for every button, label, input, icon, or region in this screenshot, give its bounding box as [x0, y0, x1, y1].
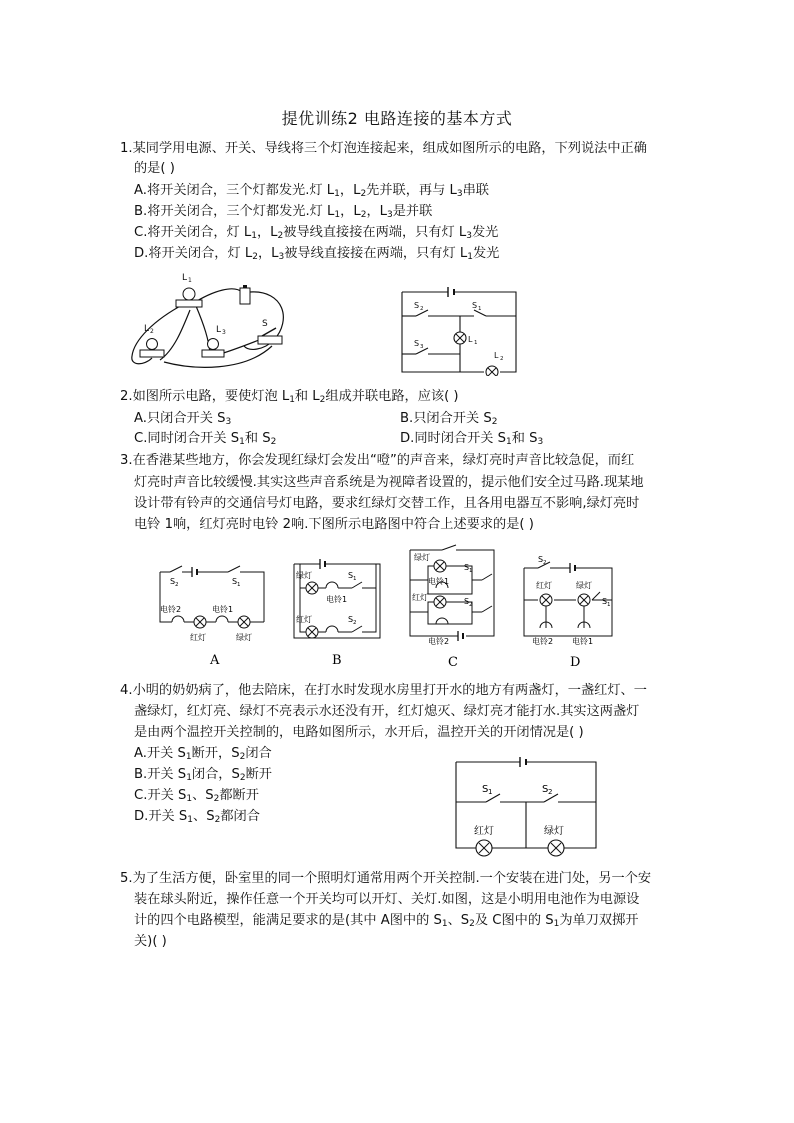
q3-stem-line4: 电铃 1响，红灯亮时电铃 2响.下图所示电路图中符合上述要求的是( )	[134, 517, 534, 532]
svg-text:电铃2: 电铃2	[160, 605, 182, 614]
svg-text:S: S	[464, 597, 470, 606]
svg-text:1: 1	[488, 788, 493, 796]
q2-circuit-figure	[396, 282, 522, 376]
svg-text:绿灯: 绿灯	[296, 571, 312, 580]
svg-text:红灯: 红灯	[474, 826, 494, 837]
q3-figure-a	[156, 560, 268, 670]
q1-stem-line2: 的是( )	[134, 161, 175, 176]
q3-stem-line3: 设计带有铃声的交通信号灯电路，要求红绿灯交替工作，且各用电器互不影响,绿灯亮时	[134, 496, 640, 511]
q4-option-a: A.开关 $S_1$断开，$S_2$闭合	[134, 746, 272, 762]
svg-text:1: 1	[474, 340, 478, 346]
lamp-l2-symbol	[486, 366, 498, 376]
svg-text:S: S	[262, 319, 268, 329]
svg-text:S: S	[538, 555, 544, 564]
svg-text:1: 1	[188, 277, 192, 284]
q1-option-c: C.将开关闭合，灯 $L_1$，$L_2$被导线直接接在两端，只有灯 $L_3$发光	[134, 225, 499, 241]
svg-text:S: S	[232, 577, 238, 586]
svg-text:2: 2	[469, 602, 473, 608]
q5-stem-line2: 装在球头附近，操作任意一个开关均可以开灯、关灯.如图，这是小明用电池作为电源设	[134, 892, 640, 907]
svg-text:2: 2	[500, 356, 504, 362]
svg-text:红灯: 红灯	[296, 615, 312, 624]
svg-text:红灯: 红灯	[412, 593, 428, 602]
svg-text:1: 1	[237, 582, 241, 588]
switch-s-icon	[258, 319, 282, 344]
q2-option-d: D.同时闭合开关 $S_1$和 $S_3$	[400, 431, 544, 447]
svg-text:S: S	[414, 301, 420, 310]
svg-text:电铃2: 电铃2	[532, 637, 554, 646]
svg-text:S: S	[602, 597, 608, 606]
q1-stem-line1: 1.某同学用电源、开关、导线将三个灯泡连接起来，组成如图所示的电路，下列说法中正确	[120, 141, 647, 156]
svg-text:2: 2	[150, 328, 154, 335]
svg-text:1: 1	[469, 568, 473, 574]
bell2-icon	[172, 616, 184, 622]
battery-icon	[240, 285, 250, 304]
q4-stem-line3: 是由两个温控开关控制的，电路如图所示，水开后，温控开关的开闭情况是( )	[134, 725, 584, 740]
svg-text:绿灯: 绿灯	[236, 633, 252, 642]
svg-text:1: 1	[478, 306, 482, 312]
red-lamp-icon	[194, 616, 206, 628]
svg-text:绿灯: 绿灯	[576, 581, 592, 590]
q1-option-a: A.将开关闭合，三个灯都发光.灯 $L_1$，$L_2$先并联，再与 $L_3$串联	[134, 183, 489, 199]
svg-text:电铃1: 电铃1	[428, 577, 450, 586]
svg-text:红灯: 红灯	[190, 633, 206, 642]
q2-option-b: B.只闭合开关 $S_2$	[400, 411, 498, 427]
svg-text:绿灯: 绿灯	[414, 553, 430, 562]
lamp-l1-symbol	[454, 332, 466, 344]
q5-stem-line4: 关)( )	[134, 934, 167, 949]
q3-figure-c	[406, 544, 498, 670]
q4-stem-line1: 4.小明的奶奶病了，他去陪床，在打水时发现水房里打开水的地方有两盏灯，一盏红灯、一	[120, 683, 647, 698]
q1-option-d: D.将开关闭合，灯 $L_2$，$L_3$被导线直接接在两端，只有灯 $L_1$发光	[134, 246, 500, 262]
lamp-l1-icon	[176, 273, 202, 307]
svg-text:2: 2	[353, 620, 357, 626]
lamp-l2-icon	[140, 324, 164, 357]
svg-text:3: 3	[222, 329, 226, 336]
svg-text:S: S	[348, 615, 354, 624]
bell1-icon	[216, 616, 228, 622]
svg-text:L: L	[182, 273, 188, 283]
q1-option-b: B.将开关闭合，三个灯都发光.灯 $L_1$，$L_2$，$L_3$是并联	[134, 204, 433, 220]
svg-text:电铃1: 电铃1	[326, 595, 348, 604]
svg-text:S: S	[170, 577, 176, 586]
q4-stem-line2: 盏绿灯，红灯亮、绿灯不亮表示水还没有开，红灯熄灭、绿灯亮才能打水.其实这两盏灯	[134, 704, 640, 719]
svg-text:A: A	[210, 653, 220, 668]
svg-text:S: S	[472, 301, 478, 310]
svg-text:S: S	[542, 784, 549, 795]
svg-text:S: S	[348, 571, 354, 580]
svg-text:2: 2	[543, 560, 547, 566]
svg-text:S: S	[464, 563, 470, 572]
svg-text:2: 2	[420, 306, 424, 312]
svg-text:D: D	[570, 655, 581, 670]
svg-text:2: 2	[548, 788, 553, 796]
q2-stem: 2.如图所示电路，要使灯泡 $L_1$和 $L_2$组成并联电路，应该( )	[120, 389, 459, 405]
svg-text:S: S	[414, 339, 420, 348]
q4-option-c: C.开关 $S_1$、$S_2$都断开	[134, 788, 259, 804]
svg-text:1: 1	[607, 602, 611, 608]
q4-option-b: B.开关 $S_1$闭合，$S_2$断开	[134, 767, 272, 783]
svg-text:绿灯: 绿灯	[544, 826, 564, 837]
svg-text:L: L	[468, 335, 473, 344]
q2-option-a: A.只闭合开关 $S_3$	[134, 411, 232, 427]
svg-text:电铃1: 电铃1	[572, 637, 594, 646]
svg-text:1: 1	[353, 576, 357, 582]
page-title: 提优训练2 电路连接的基本方式	[281, 109, 513, 128]
svg-text:S: S	[482, 784, 489, 795]
q5-stem-line1: 5.为了生活方便，卧室里的同一个照明灯通常用两个开关控制.一个安装在进门处，另一个安	[120, 871, 652, 886]
svg-text:B: B	[332, 653, 342, 668]
svg-text:L: L	[216, 325, 222, 335]
q4-option-d: D.开关 $S_1$、$S_2$都闭合	[134, 809, 260, 825]
svg-text:L: L	[494, 351, 499, 360]
svg-text:2: 2	[175, 582, 179, 588]
svg-text:电铃2: 电铃2	[428, 637, 450, 646]
svg-text:3: 3	[420, 344, 424, 350]
q3-stem-line1: 3.在香港某些地方，你会发现红绿灯会发出“噔”的声音来，绿灯亮时声音比较急促，而红	[120, 453, 635, 468]
q3-figure-b	[290, 558, 386, 670]
lamp-l3-icon	[202, 325, 226, 357]
svg-text:L: L	[144, 324, 150, 334]
q3-figure-d	[518, 554, 618, 670]
q2-option-c: C.同时闭合开关 $S_1$和 $S_2$	[134, 431, 277, 447]
svg-text:C: C	[448, 655, 458, 670]
q4-circuit-figure	[452, 754, 602, 860]
green-lamp-icon	[238, 616, 250, 628]
q5-stem-line3: 计的四个电路模型，能满足要求的是(其中 A图中的 $S_1$、$S_2$及 C图中的 $S_1$为单刀双掷开	[134, 913, 639, 929]
q3-stem-line2: 灯亮时声音比较缓慢.其实这些声音系统是为视障者设置的，提示他们安全过马路.现某地	[134, 475, 644, 490]
svg-text:红灯: 红灯	[536, 581, 552, 590]
svg-text:电铃1: 电铃1	[212, 605, 234, 614]
q1-circuit-figure	[124, 270, 296, 382]
